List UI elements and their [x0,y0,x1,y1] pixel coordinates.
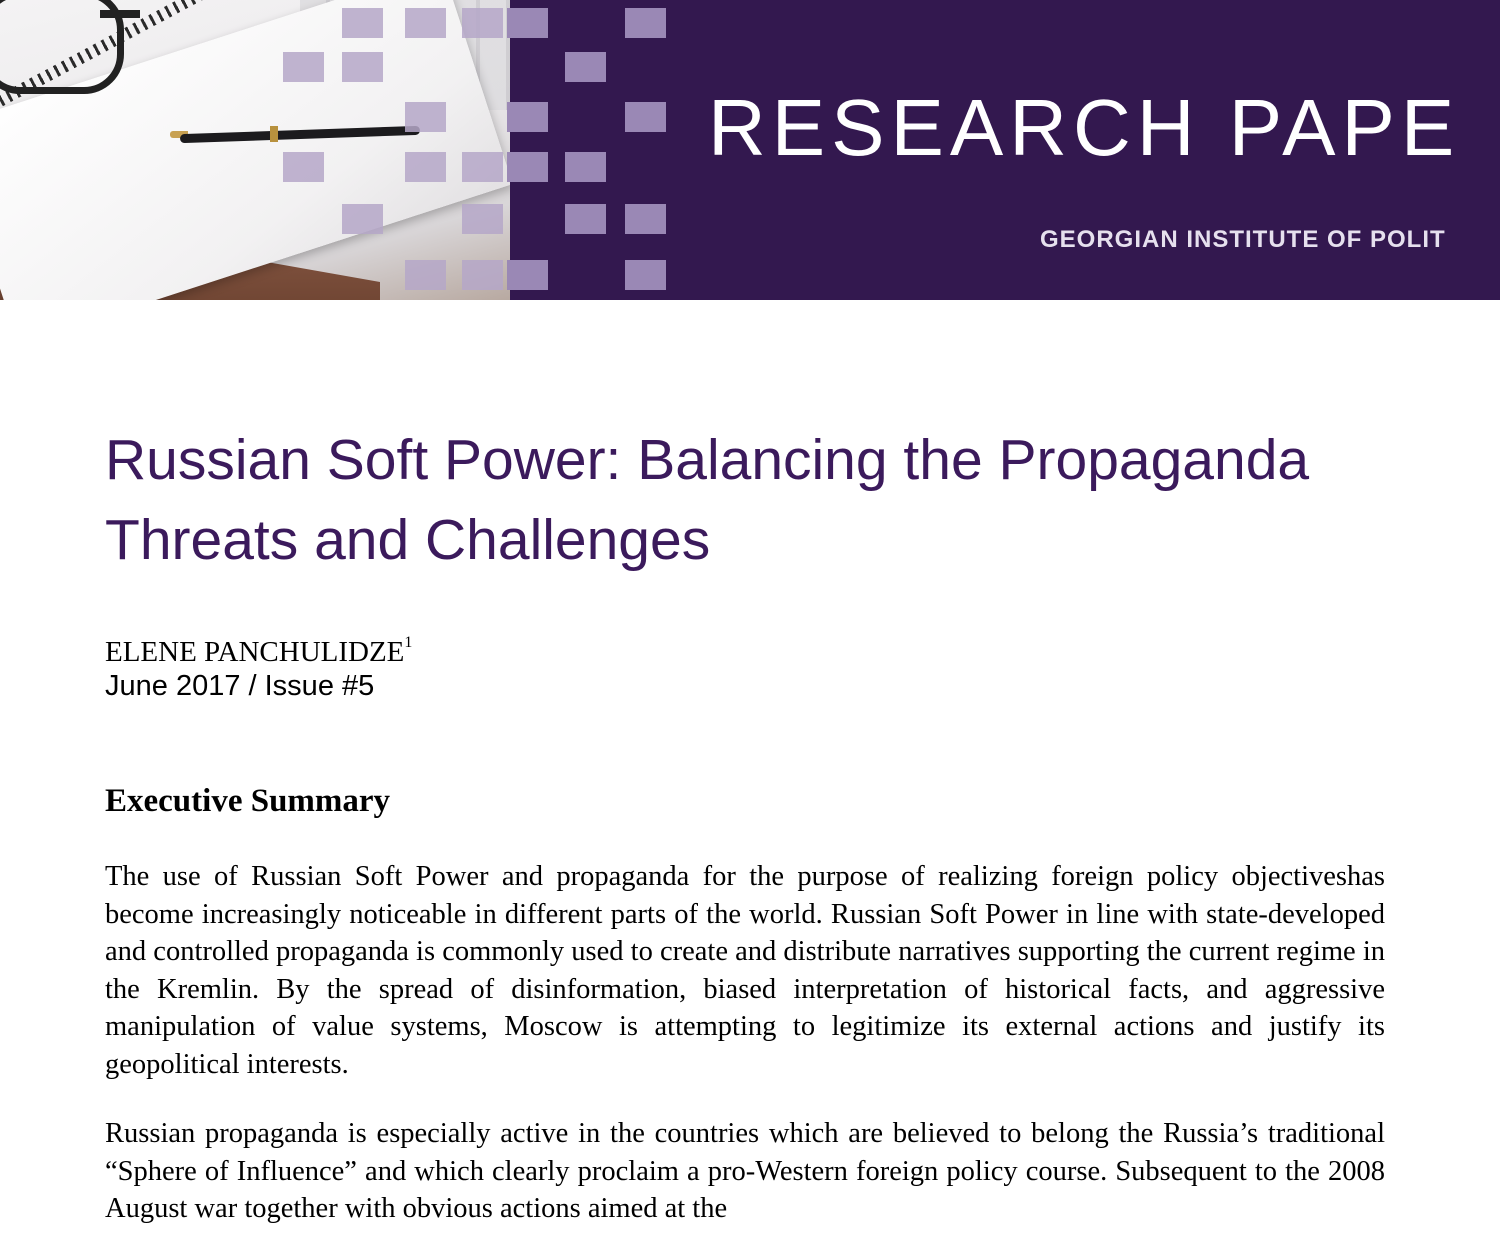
author-line [105,626,1385,669]
decor-square [462,152,503,182]
decor-square [405,152,446,182]
decor-square [405,260,446,290]
decor-square [283,52,324,82]
decor-square [565,152,606,182]
decor-square [565,204,606,234]
decor-square [507,260,548,290]
decor-square [507,8,548,38]
decor-square [342,52,383,82]
decor-square [625,8,666,38]
decor-square [462,204,503,234]
author-name: ELENE PANCHULIDZE [105,636,405,668]
banner-photo [0,0,510,300]
glasses-bridge [100,10,140,18]
banner-subtitle: GEORGIAN INSTITUTE OF POLIT [1040,226,1446,253]
paper-title: Russian Soft Power: Balancing the Propaganda Threats and Challenges [105,428,1310,572]
decor-square [405,102,446,132]
decor-square [625,260,666,290]
decor-square [283,152,324,182]
banner-title: RESEARCH PAPE [708,83,1461,172]
decor-square [405,8,446,38]
section-heading: Executive Summary [105,783,391,819]
decor-square [507,152,548,182]
decor-square [565,52,606,82]
decor-square [507,102,548,132]
decor-square [625,204,666,234]
decor-square [462,8,503,38]
decor-square [342,8,383,38]
paper-content [105,420,1385,1228]
summary-paragraph: Russian propaganda is especially active in the countries which are believed to belong the Russia’s traditional “Sphere of Influence” and which clearly proclaim a pro-Western foreign policy course. Subsequent to the 2008 August war together with obvious actions aimed at the [105,1118,1385,1224]
decor-square [462,260,503,290]
summary-paragraph: The use of Russian Soft Power and propaganda for the purpose of realizing foreign policy objectiveshas become increasingly noticeable in different parts of the world. Russian Soft Power in line with state-developed and controlled propaganda is commonly used to create and distribute narratives supporting the current regime in the Kremlin. By the spread of disinformation, biased interpretation of historical facts, and aggressive manipulation of value systems, Moscow is attempting to legitimize its external actions and justify its geopolitical interests. [105,861,1385,1080]
footnote-marker[interactable]: 1 [404,634,413,651]
decor-square [342,204,383,234]
header-banner [0,0,1500,300]
date-issue: June 2017 / Issue #5 [105,670,375,702]
decor-square [625,102,666,132]
pen-clip [270,126,278,142]
